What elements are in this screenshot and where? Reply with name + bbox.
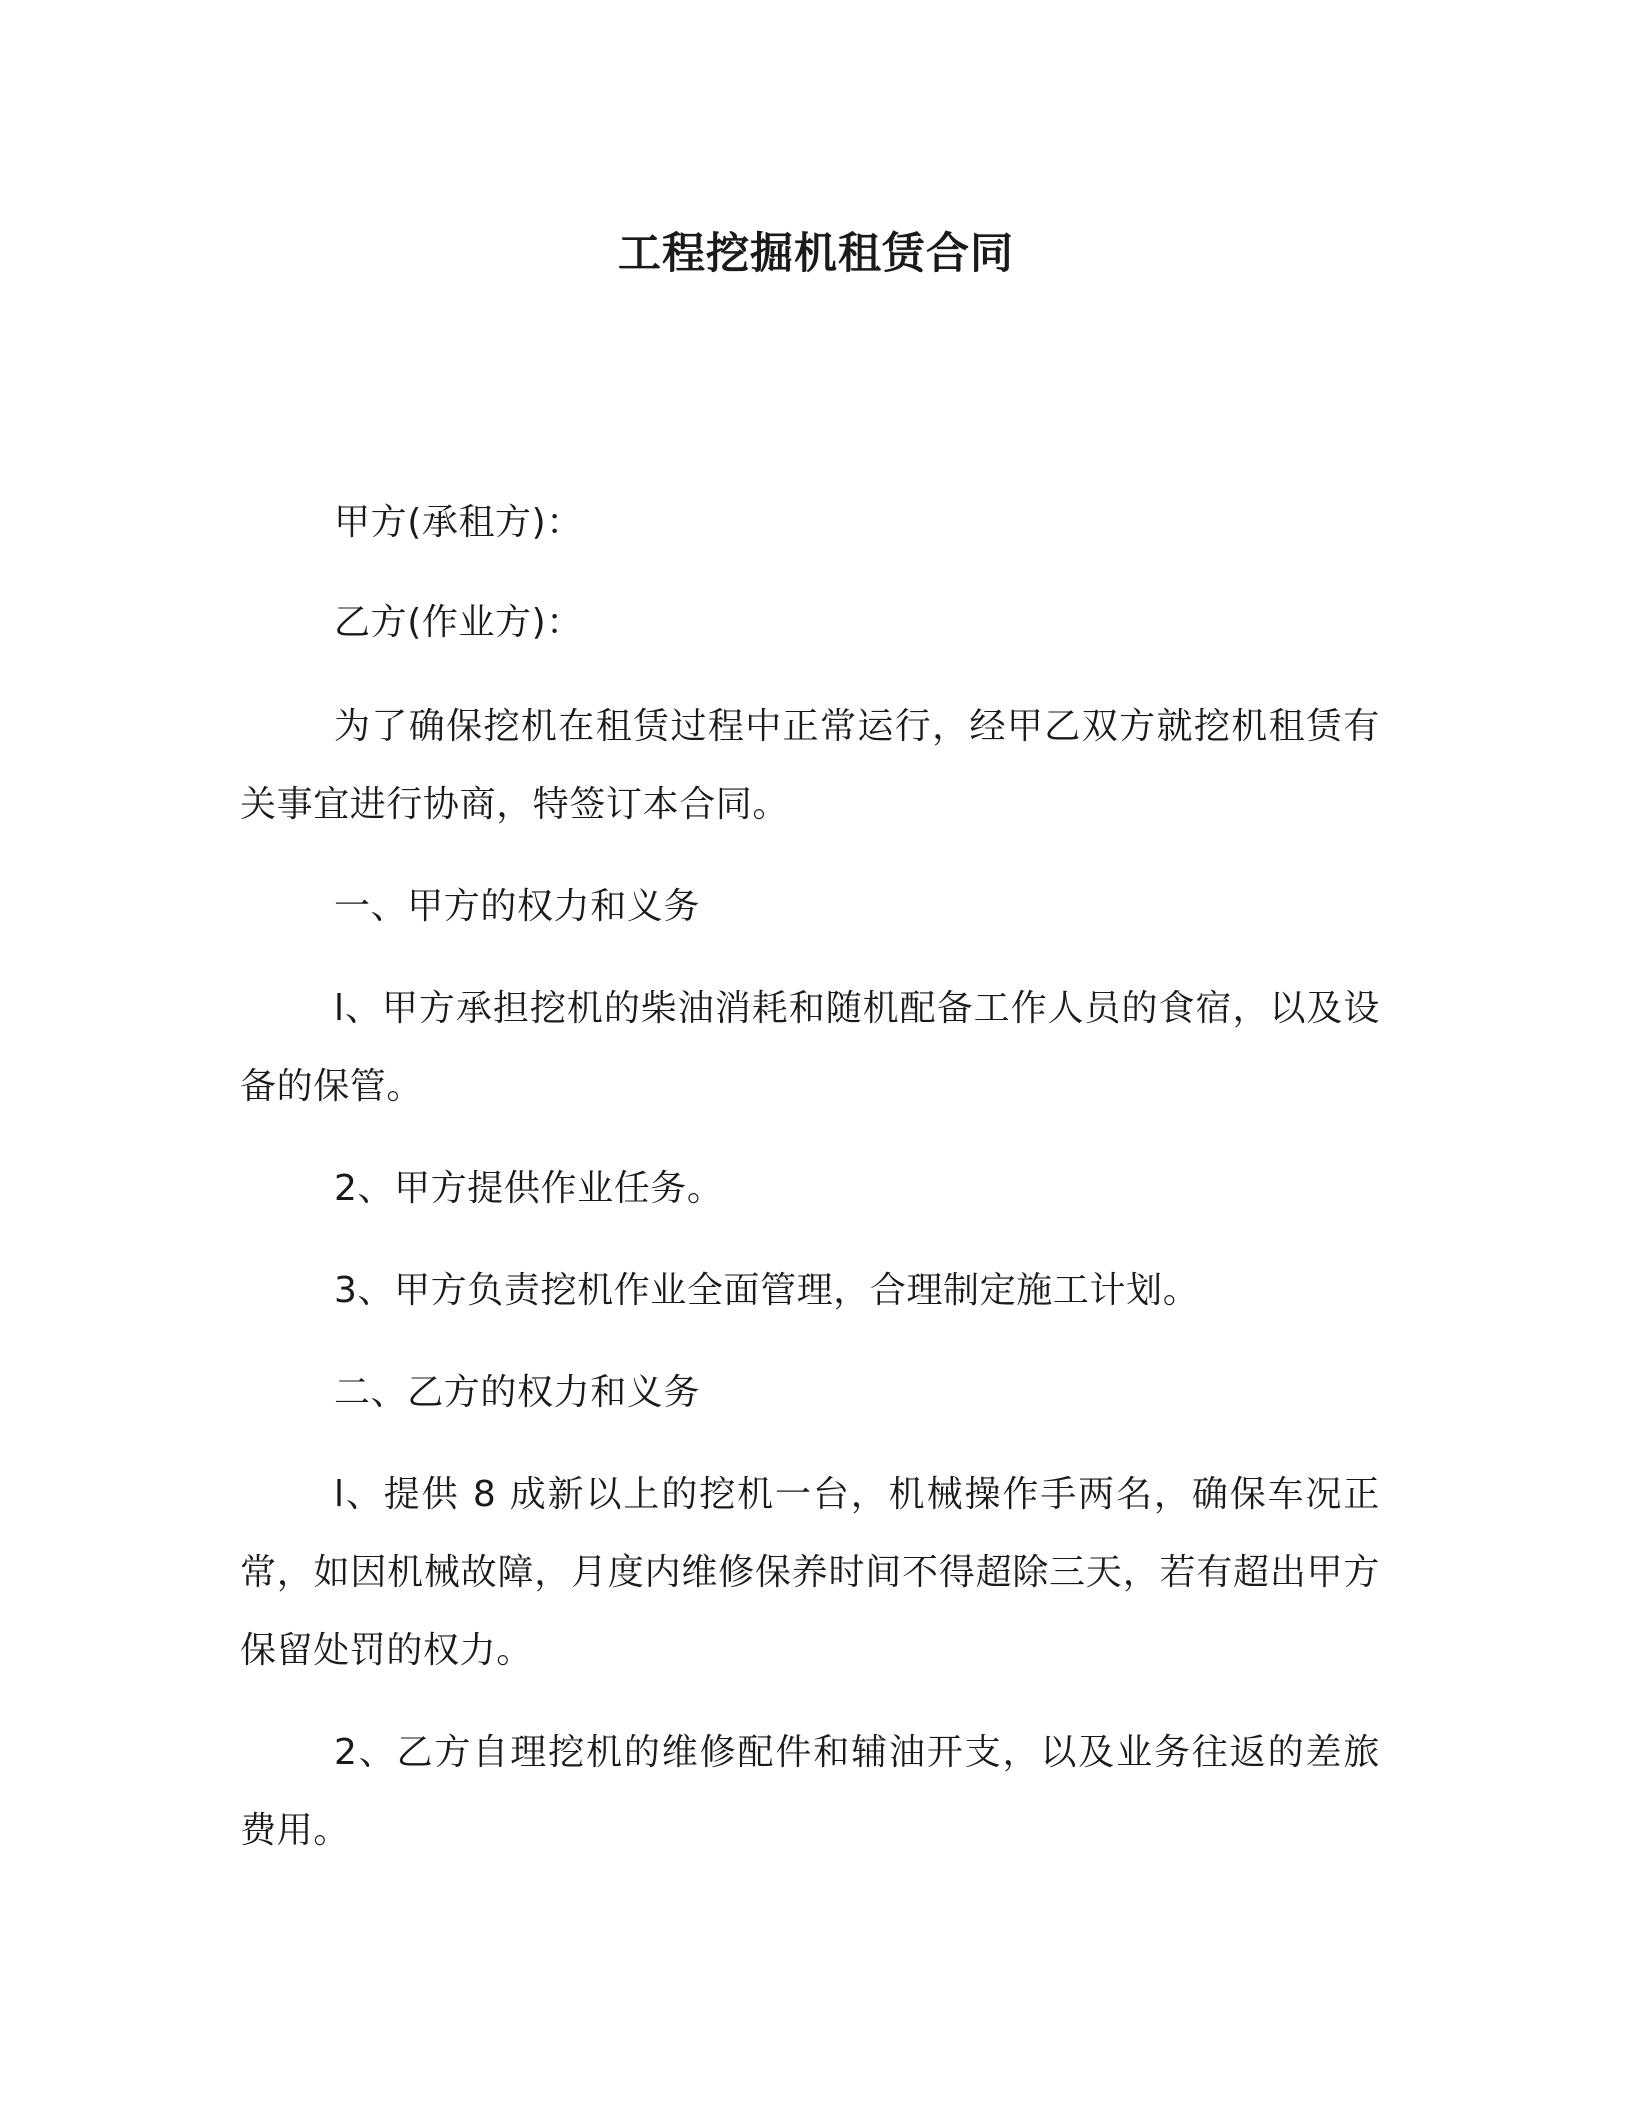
party-b-line: 乙方(作业方)： [334,602,583,643]
intro-paragraph: 为了确保挖机在租赁过程中正常运行，经甲乙双方就挖机租赁有关事宜进行协商，特签订本合同。 [240,706,1380,825]
section-1-item-3: 3、甲方负责挖机作业全面管理，合理制定施工计划。 [334,1270,1200,1311]
section-2-item-2: 2、乙方自理挖机的维修配件和辅油开支，以及业务往返的差旅费用。 [240,1732,1380,1851]
document-title: 工程挖掘机租赁合同 [618,229,1014,279]
section-2-heading: 二、乙方的权力和义务 [334,1372,701,1413]
section-1-item-1: l、甲方承担挖机的柴油消耗和随机配备工作人员的食宿，以及设备的保管。 [240,988,1380,1107]
section-2-item-1: l、提供 8 成新以上的挖机一台，机械操作手两名，确保车况正常，如因机械故障，月度内维修保养时间不得超除三天，若有超出甲方保留处罚的权力。 [240,1474,1380,1671]
party-a-line: 甲方(承租方)： [334,502,583,543]
section-1-item-2: 2、甲方提供作业任务。 [334,1168,724,1209]
section-1-heading: 一、甲方的权力和义务 [334,886,701,927]
